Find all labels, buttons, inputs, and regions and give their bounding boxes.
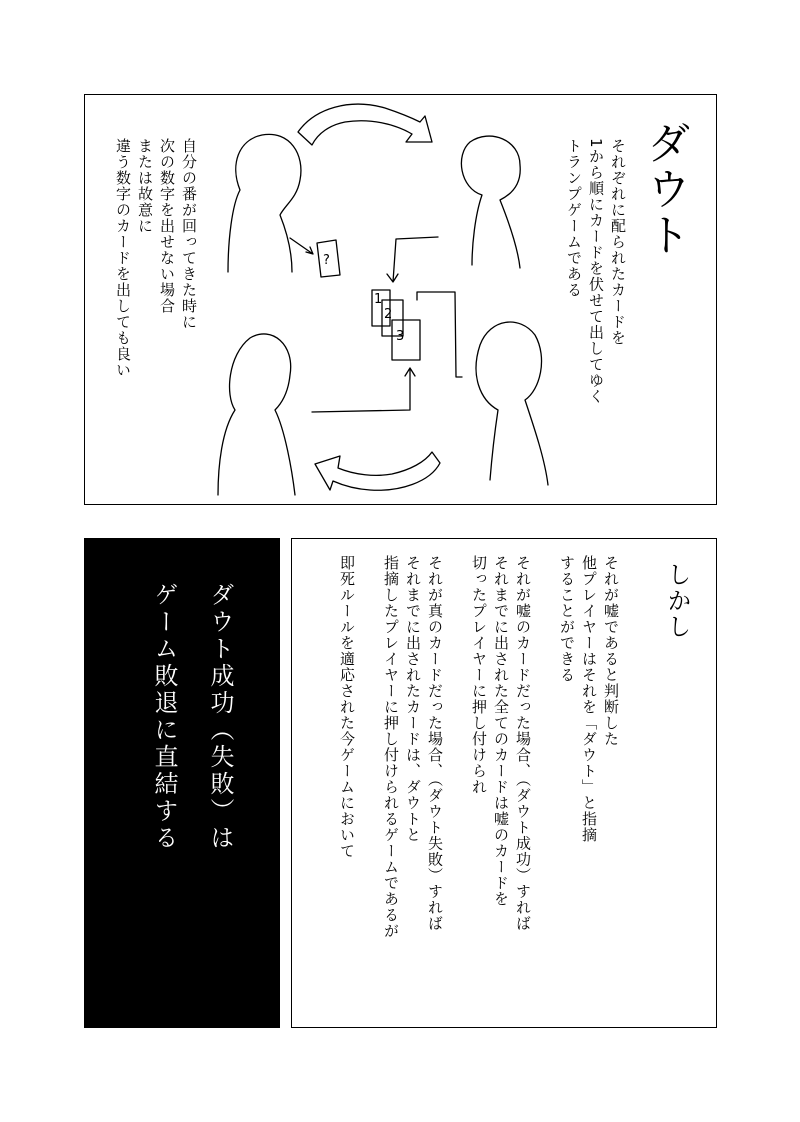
explanation-heading: しかし [663,562,691,640]
intro-line: それぞれに配られたカードを [609,138,627,346]
arrow-top-right-to-pile [387,237,438,282]
intro-line: トランプゲームである [565,138,583,298]
player-bottom-right [476,322,548,485]
pile-card-1-label: 1 [374,292,383,307]
player-top-right [461,136,520,268]
explanation-line: それまでに出されたカードは、ダウトと [404,555,422,843]
black-panel-line: ゲーム敗退に直結する [150,582,178,852]
arrow-bottom-to-pile [312,368,415,412]
rule-line: 次の数字を出せない場合 [158,138,176,314]
explanation-line: 他プレイヤーはそれを「ダウト」と指摘 [580,555,598,843]
explanation-line: それまでに出された全てのカードは嘘のカードを [492,555,510,907]
question-card-label: ? [323,253,330,268]
rule-text [112,138,200,378]
player-top-left [228,134,301,272]
intro-line: 1から順にカードを伏せて出してゆく [587,138,605,405]
arrow-to-card [290,238,313,254]
explanation-line: 切ったプレイヤーに押し付けられ [470,555,488,795]
explanation-line: 即死ルールを適応された今ゲームにおいて [338,555,356,859]
explanation-line: することができる [558,555,576,683]
intro-text [563,138,629,405]
pile-card-2-label: 2 [384,307,393,322]
curved-arrow-bottom [315,452,440,490]
player-bottom-left [218,334,295,495]
curved-arrow-top [298,104,432,145]
explanation-line: それが嘘であると判断した [602,555,620,747]
pile-card-3-label: 3 [396,329,405,344]
explanation-line: それが真のカードだった場合、（ダウト失敗）すれば [426,555,444,932]
explanation-line: それが嘘のカードだった場合、（ダウト成功）すれば [514,555,532,932]
black-panel-line: ダウト成功（失敗）は [206,582,234,852]
page-title: ダウト [639,120,690,258]
rule-line: 違う数字のカードを出しても良い [114,138,132,378]
rule-line: 自分の番が回ってきた時に [180,138,198,330]
explanation-line: 指摘したプレイヤーに押し付けられるゲームであるが [382,555,400,939]
line-right-to-pile [417,292,462,377]
explanation-text [336,555,622,939]
rule-line: または故意に [136,138,154,234]
black-panel-text [136,582,248,852]
